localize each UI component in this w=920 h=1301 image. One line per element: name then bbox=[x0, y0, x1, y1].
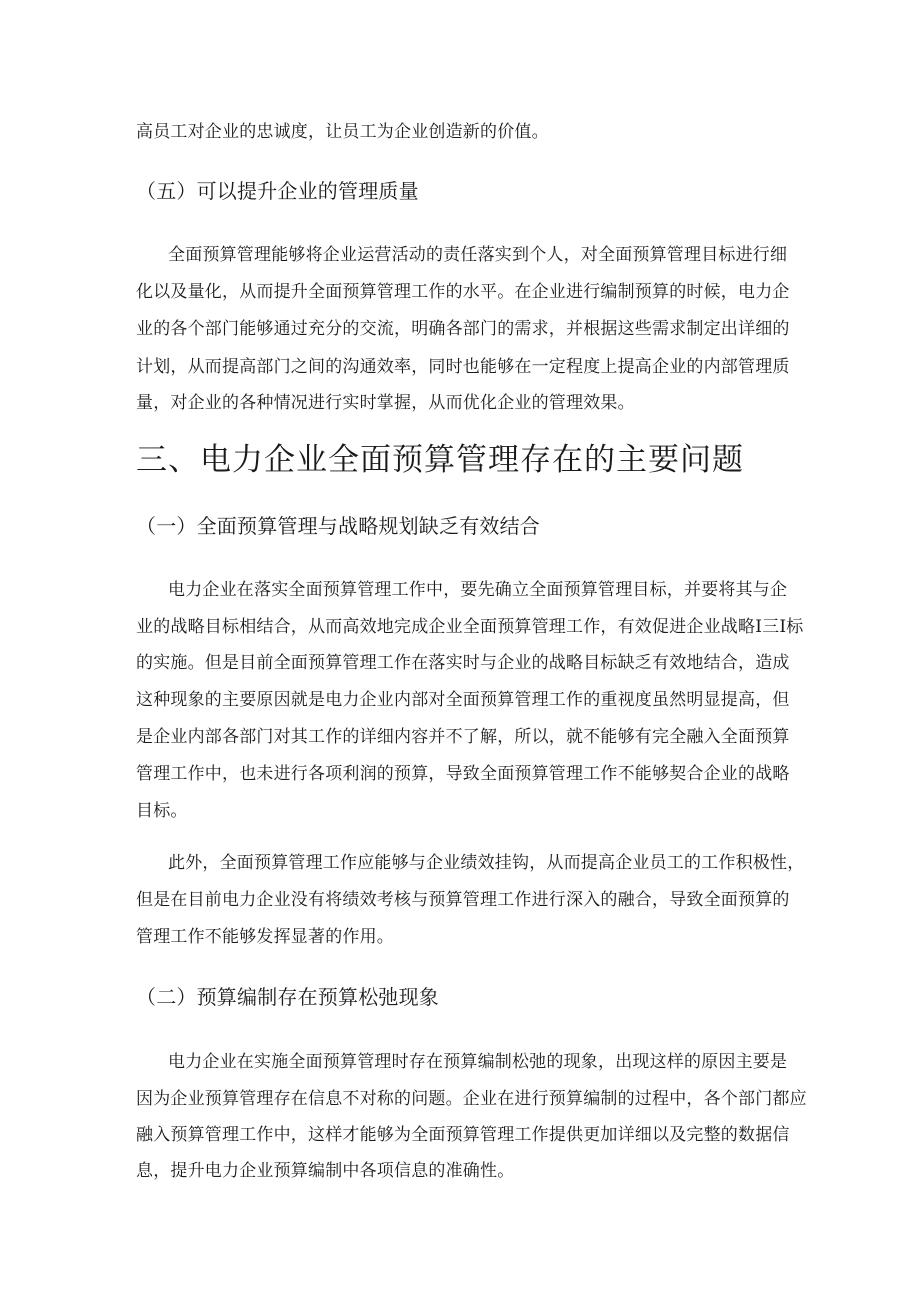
paragraph-line: 融入预算管理工作中，这样才能够为全面预算管理工作提供更加详细以及完整的数据信 bbox=[136, 1125, 790, 1145]
paragraph-line: 息，提升电力企业预算编制中各项信息的准确性。 bbox=[136, 1161, 515, 1181]
paragraph-line: 目标。 bbox=[136, 801, 188, 821]
paragraph-line: 但是在目前电力企业没有将绩效考核与预算管理工作进行深入的融合，导致全面预算的 bbox=[136, 890, 790, 910]
paragraph-line: 电力企业在实施全面预算管理时存在预算编制松弛的现象，出现这样的原因主要是 bbox=[168, 1052, 788, 1072]
paragraph-line: 管理工作不能够发挥显著的作用。 bbox=[136, 927, 394, 947]
paragraph-line: 全面预算管理能够将企业运营活动的责任落实到个人，对全面预算管理目标进行细 bbox=[168, 245, 788, 265]
paragraph-line: 业的各个部门能够通过充分的交流，明确各部门的需求，并根据这些需求制定出详细的 bbox=[136, 319, 790, 339]
intro-line-1: 高员工对企业的忠诚度，让员工为企业创造新的价值。 bbox=[136, 122, 549, 142]
paragraph-line: 此外，全面预算管理工作应能够与企业绩效挂钩，从而提高企业员工的工作积极性， bbox=[168, 853, 805, 873]
issue-2-title: （二）预算编制存在预算松弛现象 bbox=[136, 985, 439, 1009]
paragraph-line: 这种现象的主要原因就是电力企业内部对全面预算管理工作的重视度虽然明显提高，但 bbox=[136, 690, 790, 710]
paragraph-line: 计划，从而提高部门之间的沟通效率，同时也能够在一定程度上提高企业的内部管理质 bbox=[136, 357, 790, 377]
paragraph-line: 的实施。但是目前全面预算管理工作在落实时与企业的战略目标缺乏有效地结合，造成 bbox=[136, 653, 790, 673]
paragraph-line: 因为企业预算管理存在信息不对称的问题。企业在进行预算编制的过程中，各个部门都应 bbox=[136, 1089, 807, 1109]
paragraph-line: 管理工作中，也未进行各项利润的预算，导致全面预算管理工作不能够契合企业的战略 bbox=[136, 764, 790, 784]
paragraph-line: 业的战略目标相结合，从而高效地完成企业全面预算管理工作，有效促进企业战略I三I标 bbox=[136, 617, 804, 637]
chapter-3-heading: 三、电力企业全面预算管理存在的主要问题 bbox=[136, 442, 744, 478]
issue-1-title: （一）全面预算管理与战略规划缺乏有效结合 bbox=[136, 514, 540, 538]
paragraph-line: 电力企业在落实全面预算管理工作中，要先确立全面预算管理目标，并要将其与企 bbox=[168, 580, 788, 600]
paragraph-line: 化以及量化，从而提升全面预算管理工作的水平。在企业进行编制预算的时候，电力企 bbox=[136, 282, 790, 302]
paragraph-line: 是企业内部各部门对其工作的详细内容并不了解，所以，就不能够有完全融入全面预算 bbox=[136, 727, 790, 747]
paragraph-line: 量，对企业的各种情况进行实时掌握，从而优化企业的管理效果。 bbox=[136, 393, 635, 413]
section-5-title: （五）可以提升企业的管理质量 bbox=[136, 179, 419, 203]
